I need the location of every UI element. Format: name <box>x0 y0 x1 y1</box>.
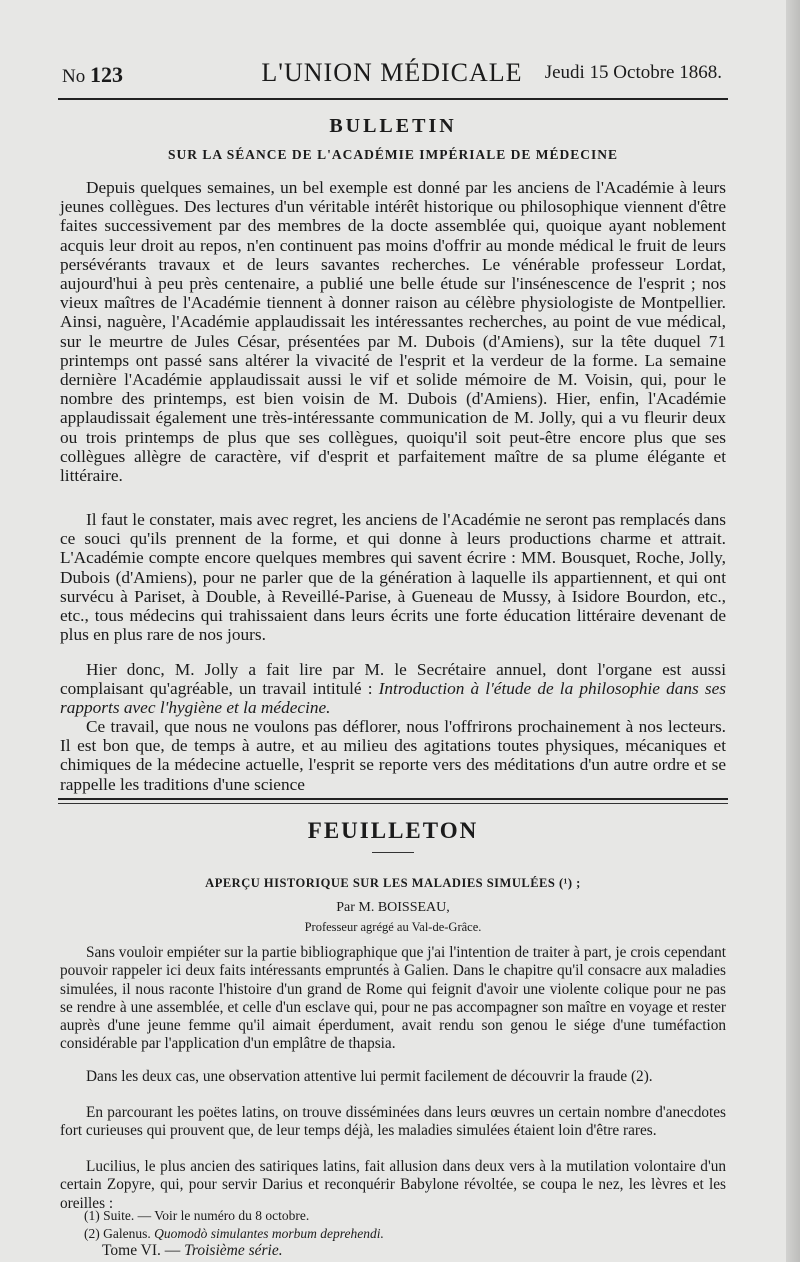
bulletin-paragraph-2 <box>60 510 726 644</box>
bulletin-subtitle: SUR LA SÉANCE DE L'ACADÉMIE IMPÉRIALE DE MÉDECINE <box>168 147 618 162</box>
feuilleton-paragraph-3 <box>60 1104 726 1141</box>
feuilleton-paragraph-1 <box>60 944 726 1054</box>
footnote-2-title: Quomodò simulantes morbum deprehendi. <box>154 1226 384 1241</box>
feuilleton-paragraph-2-text: Dans les deux cas, une observation attentive lui permit facilement de découvrir la fraude (2). <box>86 1068 653 1085</box>
footnotes <box>84 1207 384 1243</box>
bulletin-paragraph-4-text: Ce travail, que nous ne voulons pas déflorer, nous l'offrirons prochainement à nos lecteurs. Il est bon que, de temps à autre, et au milieu des agitations toutes physiques, mécaniques et chimiques de la médecine actuelle, l'esprit se reporte vers des méditations d'un autre ordre et se rappelle les traditions d'une science <box>60 717 726 794</box>
footnote-1: (1) Suite. — Voir le numéro du 8 octobre. <box>84 1208 310 1223</box>
masthead-rule <box>58 98 728 100</box>
feuilleton-ornament-rule <box>372 852 414 853</box>
work-title: Introduction à l'étude de la philosophie dans ses rapports avec l'hygiène et la médecine. <box>60 679 726 718</box>
issue-number-prefix: No <box>62 66 86 87</box>
bulletin-paragraph-2-text: Il faut le constater, mais avec regret, les anciens de l'Académie ne seront pas remplacés dans ce souci qu'ils prennent de la forme, et qui donne à leurs productions charme et attrait. L'Académie compte encore quelques membres qui savent écrire : MM. Bousquet, Roche, Jolly, Dubois (d'Amiens), pour ne parler que de la génération à laquelle ils appartiennent, et qui ont survécu à Pariset, à Double, à Reveillé-Parise, à Gueneau de Mussy, à Isidore Bourdon, etc., etc., tous médecins qui trahissaient dans leurs écrits une forte éducation littéraire devenant de plus en plus rare de nos jours. <box>60 510 726 645</box>
feuilleton-rule-top <box>58 798 728 800</box>
bulletin-paragraph-3-text <box>60 660 726 718</box>
feuilleton-rule-top-thin <box>58 803 728 804</box>
issue-date: Jeudi 15 Octobre 1868. <box>544 62 722 83</box>
feuilleton-paragraph-3-text: En parcourant les poëtes latins, on trouve disséminées dans leurs œuvres un certain nombre d'anecdotes fort curieuses qui prouvent que, de leur temps déjà, les maladies simulées étaient loin d'être rares. <box>60 1104 726 1140</box>
bulletin-paragraph-1 <box>60 178 726 485</box>
feuilleton-paragraph-4-text: Lucilius, le plus ancien des satiriques latins, fait allusion dans deux vers à la mutilation volontaire d'un certain Zopyre, qui, pour servir Darius et reconquérir Babylone révoltée, se coupa le nez, les lèvres et les oreilles : <box>60 1158 726 1212</box>
bulletin-paragraph-3 <box>60 660 726 718</box>
masthead <box>62 58 722 92</box>
series-label: Troisième série. <box>184 1242 283 1259</box>
issue-number-value: 123 <box>89 62 123 87</box>
feuilleton-paragraph-4 <box>60 1158 726 1213</box>
scan-edge <box>786 0 800 1262</box>
bulletin-paragraph-4 <box>60 717 726 794</box>
feuilleton-subtitle: APERÇU HISTORIQUE SUR LES MALADIES SIMULÉES (¹) ; <box>205 876 581 890</box>
feuilleton-title: FEUILLETON <box>307 818 479 843</box>
journal-title: L'UNION MÉDICALE <box>261 58 523 87</box>
tome-footer <box>102 1242 283 1260</box>
tome-label: Tome VI. — <box>102 1242 185 1259</box>
bulletin-title: BULLETIN <box>329 115 457 137</box>
feuilleton-paragraph-2 <box>60 1068 726 1086</box>
footnote-2 <box>84 1225 384 1243</box>
feuilleton-paragraph-1-text: Sans vouloir empiéter sur la partie bibliographique que j'ai l'intention de traiter à part, je crois cependant pouvoir rappeler ici deux faits intéressants empruntés à Galien. Dans le chapitre qu'il consacre aux maladies simulées, il nous raconte l'histoire d'un grand de Rome qui feignit d'avoir une violente colique pour ne pas se rendre à une assemblée, et celle d'un esclave qui, pour ne pas accompagner son maître en voyage et rester auprès d'une jeune femme qu'il aimait éperdument, avait rendu son genou le siége d'une tuméfaction considérable par l'application d'un emplâtre de thapsia. <box>60 944 726 1053</box>
feuilleton-author-role: Professeur agrégé au Val-de-Grâce. <box>304 920 482 934</box>
bulletin-paragraph-1-text: Depuis quelques semaines, un bel exemple est donné par les anciens de l'Académie à leurs jeunes collègues. Des lectures d'un véritable intérêt historique ou philosophique viennent d'être faites successivement par des membres de la docte assemblée qui, quoique ayant noblement acquis leur droit au repos, n'en continuent pas moins d'offrir au monde médical le fruit de leurs persévérants travaux et de leurs savantes recherches. Le vénérable professeur Lordat, aujourd'hui à peu près centenaire, a publié une belle étude sur l'insénescence de l'esprit ; nos vieux maîtres de l'Académie tiennent à donner raison au célèbre physiologiste de Montpellier. Ainsi, naguère, l'Académie applaudissait les intéressantes recherches, au point de vue médical, sur le meurtre de Jules César, présentées par M. Dubois (d'Amiens), sur la tête duquel 71 printemps ont passé sans altérer la vivacité de l'esprit et la verdeur de la forme. La semaine dernière l'Académie applaudissait aussi le vif et solide mémoire de M. Voisin, qui, pour le nombre des printemps, est bien voisin de M. Dubois (d'Amiens). Hier, enfin, l'Académie applaudissait également une très-intéressante communication de M. Jolly, qui a vu fleurir deux ou trois printemps de plus que ses collègues, quoiqu'il soit peut-être encore plus que ses collègues allègre de caractère, vif d'esprit et parfaitement maître de sa plume élégante et littéraire. <box>60 178 726 486</box>
footnote-2-lead: (2) Galenus. <box>84 1226 155 1241</box>
feuilleton-author: Par M. BOISSEAU, <box>336 900 450 915</box>
bulletin-paragraph-3-lead: Hier donc, M. Jolly a fait lire par M. le Secrétaire annuel, dont l'organe est aussi complaisant qu'agréable, un travail intitulé : <box>60 660 726 699</box>
